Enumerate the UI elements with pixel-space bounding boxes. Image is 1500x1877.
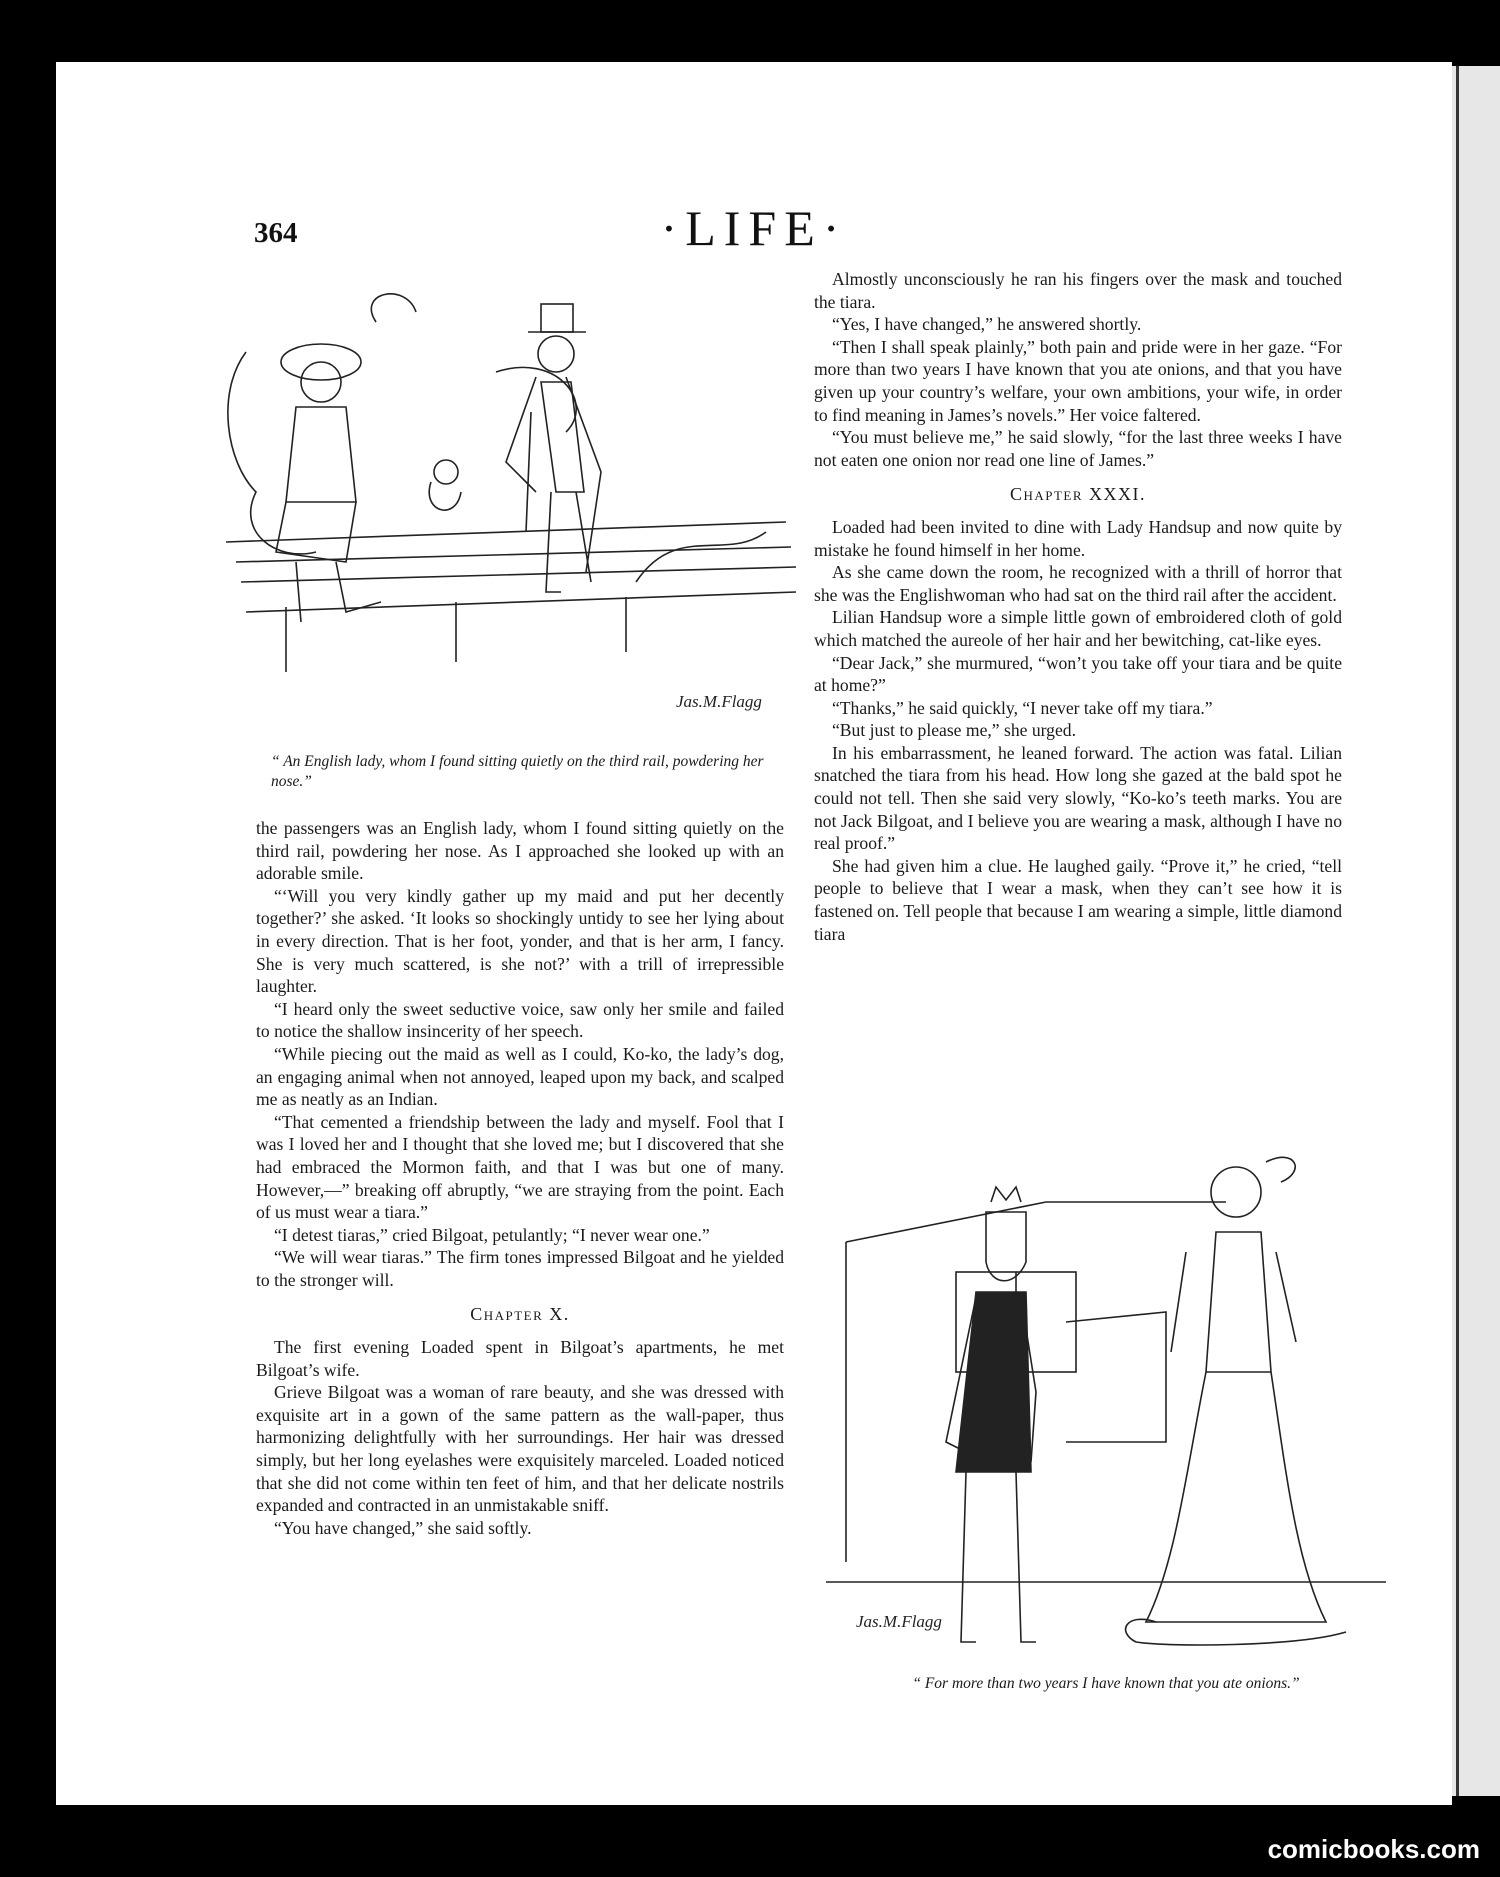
- paragraph: “That cemented a friendship between the lady and myself. Fool that I was I loved her and I thought that she loved me; but I discovered that she had embraced the Mormon faith, and that I was but one of many. However,—” breaking off abruptly, “we are straying from the point. Each of us must wear a tiara.”: [256, 1111, 784, 1223]
- paragraph: “Dear Jack,” she murmured, “won’t you take off your tiara and be quite at home?”: [814, 652, 1342, 696]
- chapter-heading: Chapter X.: [470, 1304, 570, 1325]
- paragraph: “Yes, I have changed,” he answered shortly.: [832, 314, 1142, 335]
- caption-top: “ An English lady, whom I found sitting quietly on the third rail, powdering her nose.”: [271, 753, 764, 790]
- paragraph: Grieve Bilgoat was a woman of rare beauty, and she was dressed with exquisite art in a gown of the same pattern as the wall-paper, thus harmonizing delightfully with her surroundings. Her hair was dressed simply, but her long eyelashes were exquisitely marceled. Loaded noticed that she did not come within ten feet of him, and that her delicate nostrils expanded and contracted in an unmistakable sniff.: [256, 1382, 784, 1516]
- next-page-edge: [1452, 66, 1500, 1796]
- masthead-title: ·LIFE·: [660, 200, 848, 256]
- paragraph: As she came down the room, he recognized with a thrill of horror that she was the Englishwoman who had sat on the third rail after the accident.: [814, 562, 1342, 605]
- paragraph: “You must believe me,” he said slowly, “for the last three weeks I have not eaten one onion nor read one line of James.”: [814, 427, 1342, 470]
- paragraph: “Thanks,” he said quickly, “I never take off my tiara.”: [832, 697, 1213, 718]
- paragraph: Loaded had been invited to dine with Lady Handsup and now quite by mistake he found himself in her home.: [814, 516, 1342, 560]
- text-column-right: [814, 268, 1342, 945]
- paragraph: In his embarrassment, he leaned forward. The action was fatal. Lilian snatched the tiara from his head. How long she gazed at the bald spot he could not tell. Then she said very slowly, “Ko-ko’s teeth marks. You are not Jack Bilgoat, and I believe you are wearing a mask, although I have no real proof.”: [814, 742, 1342, 854]
- paragraph: “I heard only the sweet seductive voice, saw only her smile and failed to notice the shallow insincerity of her speech.: [256, 998, 784, 1042]
- paragraph: “I detest tiaras,” cried Bilgoat, petulantly; “I never wear one.”: [274, 1224, 710, 1245]
- paragraph: The first evening Loaded spent in Bilgoat’s apartments, he met Bilgoat’s wife.: [256, 1337, 784, 1380]
- caption-bottom: “ For more than two years I have known that you ate onions.”: [912, 1675, 1300, 1692]
- paragraph: She had given him a clue. He laughed gaily. “Prove it,” he cried, “tell people to believe that I wear a mask, when they can’t see how it is fastened on. Tell people that because I am wearing a simple, little diamond tiara: [814, 855, 1342, 944]
- paragraph: “We will wear tiaras.” The firm tones impressed Bilgoat and he yielded to the stronger will.: [256, 1247, 784, 1290]
- chapter-heading: Chapter XXXI.: [1009, 484, 1147, 505]
- page-number: 364: [254, 217, 298, 249]
- illustration-third-rail: [206, 262, 806, 752]
- watermark: comicbooks.com: [1267, 1834, 1480, 1864]
- paragraph: “Then I shall speak plainly,” both pain and pride were in her gaze. “For more than two years I have known that you ate onions, and that you have given up your country’s welfare, your own ambitions, your wife, in order to find meaning in James’s novels.” Her voice faltered.: [814, 336, 1342, 425]
- illustration-mask-scene: [826, 1142, 1386, 1672]
- paragraph: “While piecing out the maid as well as I could, Ko-ko, the lady’s dog, an engaging animal when not annoyed, leaped upon my back, and scalped me as neatly as an Indian.: [256, 1043, 784, 1110]
- paragraph: Lilian Handsup wore a simple little gown of embroidered cloth of gold which matched the aureole of her hair and her bewitching, cat-like eyes.: [814, 607, 1342, 650]
- paragraph: Almostly unconsciously he ran his fingers over the mask and touched the tiara.: [814, 269, 1342, 312]
- text-column-left: [256, 817, 784, 1539]
- artist-signature: Jas.M.Flagg: [856, 1612, 942, 1631]
- paragraph: “But just to please me,” she urged.: [832, 720, 1076, 741]
- magazine-page: [56, 62, 1452, 1805]
- paragraph: “You have changed,” she said softly.: [274, 1517, 532, 1538]
- paragraph: the passengers was an English lady, whom I found sitting quietly on the third rail, powdering her nose. As I approached she looked up with an adorable smile.: [256, 818, 784, 884]
- paragraph: “‘Will you very kindly gather up my maid and put her decently together?’ she asked. ‘It looks so shockingly untidy to see her lying about in every direction. That is her foot, yonder, and that is her arm, I fancy. She is very much scattered, is she not?’ with a trill of irrepressible laughter.: [256, 885, 784, 997]
- artist-signature: Jas.M.Flagg: [676, 692, 762, 711]
